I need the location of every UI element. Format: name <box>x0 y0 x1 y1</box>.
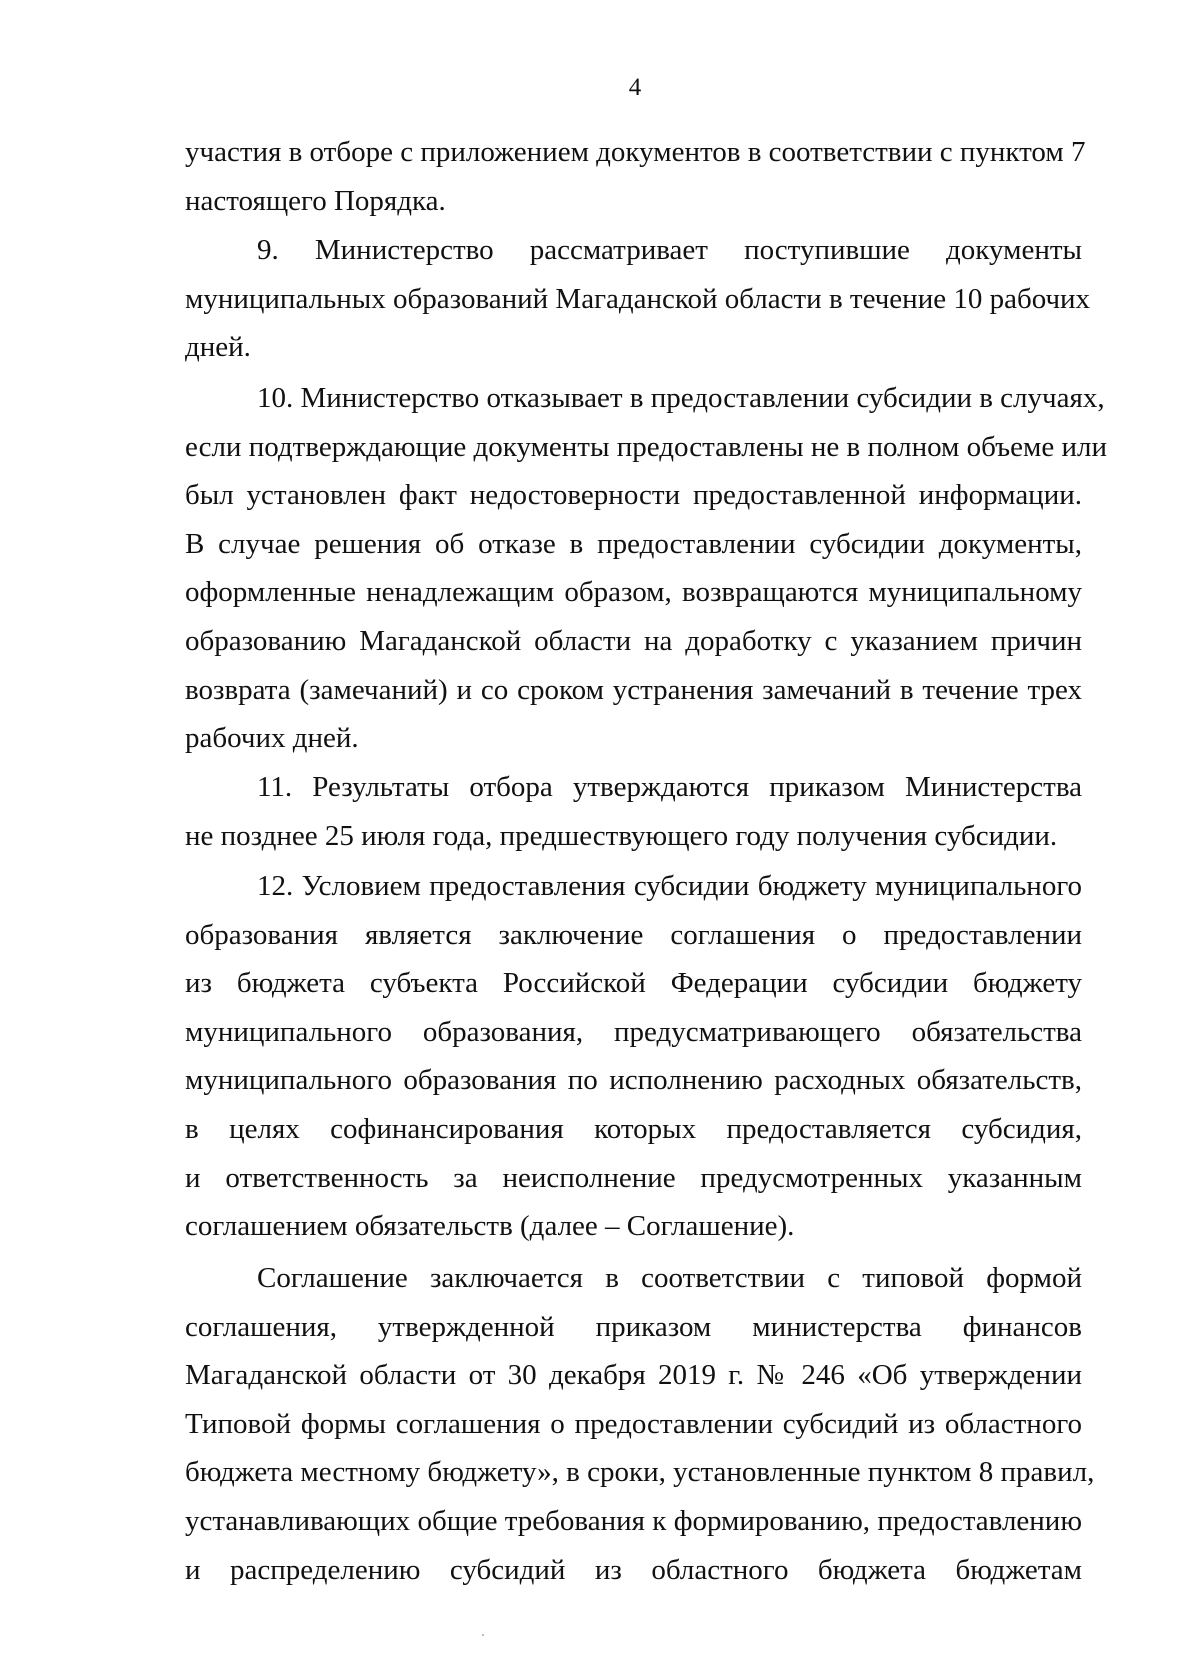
text-line: 10. Министерство отказывает в предоставлении субсидии в случаях, <box>257 382 1105 414</box>
paragraph-agreement <box>185 1254 1095 1594</box>
text-line: оформленные ненадлежащим образом, возвращаются муниципальному <box>185 576 1082 609</box>
text-line: бюджета местному бюджету», в сроки, установленные пунктом 8 правил, <box>185 1456 1095 1489</box>
text-line: был установлен факт недостоверности предоставленной информации. <box>185 479 1082 512</box>
text-line: из бюджета субъекта Российской Федерации субсидии бюджету <box>185 967 1082 1000</box>
text-line: Типовой формы соглашения о предоставлении субсидий из областного <box>185 1407 1082 1440</box>
text-line: настоящего Порядка. <box>185 184 446 217</box>
text-line: Магаданской области от 30 декабря 2019 г. № 246 «Об утверждении <box>185 1359 1082 1392</box>
page-number: 4 <box>628 74 642 101</box>
paragraph-item-9 <box>185 226 1091 372</box>
paragraph-item-10 <box>185 374 1108 763</box>
text-line: дней. <box>185 331 251 364</box>
text-line: если подтверждающие документы предоставлены не в полном объеме или <box>185 430 1108 463</box>
text-line: 11. Результаты отбора утверждаются приказом Министерства <box>257 771 1082 803</box>
scan-artifact <box>482 1634 484 1636</box>
text-line: участия в отборе с приложением документов в соответствии с пунктом 7 <box>185 136 1086 168</box>
text-line: возврата (замечаний) и со сроком устранения замечаний в течение трех <box>185 673 1082 706</box>
text-line: образованию Магаданской области на доработку с указанием причин <box>185 624 1082 657</box>
text-line: 9. Министерство рассматривает поступившие документы <box>257 234 1082 266</box>
text-line: в целях софинансирования которых предоставляется субсидия, <box>185 1112 1082 1145</box>
text-line: устанавливающих общие требования к формированию, предоставлению <box>185 1504 1082 1537</box>
text-line: муниципального образования по исполнению расходных обязательств, <box>185 1064 1082 1097</box>
text-line: В случае решения об отказе в предоставлении субсидии документы, <box>185 527 1082 560</box>
text-line: и ответственность за неисполнение предусмотренных указанным <box>185 1161 1082 1194</box>
text-line: образования является заключение соглашения о предоставлении <box>185 918 1082 951</box>
text-line: муниципальных образований Магаданской области в течение 10 рабочих <box>185 282 1091 315</box>
paragraph-item-11 <box>185 763 1082 860</box>
text-line: соглашением обязательств (далее – Соглашение). <box>185 1210 795 1243</box>
text-line: 12. Условием предоставления субсидии бюджету муниципального <box>257 870 1082 902</box>
text-line: муниципального образования, предусматривающего обязательства <box>185 1015 1082 1048</box>
text-line: соглашения, утвержденной приказом министерства финансов <box>185 1310 1082 1343</box>
text-line: Соглашение заключается в соответствии с типовой формой <box>257 1262 1082 1294</box>
text-line: и распределению субсидий из областного бюджета бюджетам <box>185 1553 1082 1586</box>
text-line: не позднее 25 июля года, предшествующего году получения субсидии. <box>185 819 1058 852</box>
paragraph-continuation <box>185 128 1086 225</box>
text-line: рабочих дней. <box>185 722 359 755</box>
paragraph-item-12 <box>185 862 1082 1251</box>
